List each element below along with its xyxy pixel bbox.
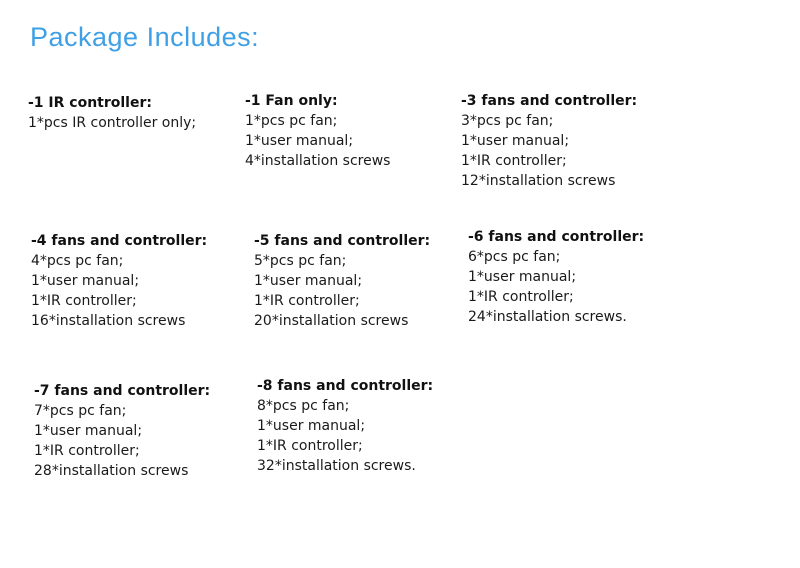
package-item: 12*installation screws bbox=[461, 173, 616, 189]
package-item: 4*pcs pc fan; bbox=[31, 253, 124, 269]
package-item: 4*installation screws bbox=[245, 153, 391, 169]
package-option-ir-controller bbox=[28, 93, 196, 133]
package-item: 7*pcs pc fan; bbox=[34, 403, 127, 419]
package-item: 6*pcs pc fan; bbox=[468, 249, 561, 265]
package-option-4-fans bbox=[31, 231, 207, 331]
package-heading: -8 fans and controller: bbox=[257, 378, 434, 394]
package-option-5-fans bbox=[254, 231, 430, 331]
package-item: 1*IR controller; bbox=[34, 443, 140, 459]
package-item: 28*installation screws bbox=[34, 463, 189, 479]
package-item: 8*pcs pc fan; bbox=[257, 398, 350, 414]
package-heading: -5 fans and controller: bbox=[254, 233, 431, 249]
page-title: Package Includes: bbox=[30, 22, 260, 52]
package-item: 1*user manual; bbox=[468, 269, 577, 285]
package-item: 1*user manual; bbox=[34, 423, 143, 439]
package-item: 5*pcs pc fan; bbox=[254, 253, 347, 269]
package-heading: -1 Fan only: bbox=[245, 93, 338, 109]
package-item: 1*pcs IR controller only; bbox=[28, 115, 197, 131]
package-item: 1*IR controller; bbox=[468, 289, 574, 305]
package-item: 1*user manual; bbox=[257, 418, 366, 434]
package-option-6-fans bbox=[468, 227, 644, 327]
package-item: 1*user manual; bbox=[31, 273, 140, 289]
package-option-fan-only bbox=[245, 91, 390, 171]
package-item: 1*IR controller; bbox=[31, 293, 137, 309]
package-heading: -4 fans and controller: bbox=[31, 233, 208, 249]
package-item: 1*IR controller; bbox=[257, 438, 363, 454]
package-item: 24*installation screws. bbox=[468, 309, 627, 325]
package-item: 1*user manual; bbox=[245, 133, 354, 149]
package-item: 1*user manual; bbox=[254, 273, 363, 289]
package-heading: -7 fans and controller: bbox=[34, 383, 211, 399]
package-item: 3*pcs pc fan; bbox=[461, 113, 554, 129]
package-heading: -6 fans and controller: bbox=[468, 229, 645, 245]
package-option-3-fans bbox=[461, 91, 637, 191]
package-item: 1*user manual; bbox=[461, 133, 570, 149]
package-option-8-fans bbox=[257, 376, 433, 476]
package-heading: -3 fans and controller: bbox=[461, 93, 638, 109]
package-option-7-fans bbox=[34, 381, 210, 481]
package-item: 1*IR controller; bbox=[254, 293, 360, 309]
package-item: 16*installation screws bbox=[31, 313, 186, 329]
package-item: 1*pcs pc fan; bbox=[245, 113, 338, 129]
package-item: 32*installation screws. bbox=[257, 458, 416, 474]
package-item: 20*installation screws bbox=[254, 313, 409, 329]
package-heading: -1 IR controller: bbox=[28, 95, 152, 111]
package-item: 1*IR controller; bbox=[461, 153, 567, 169]
